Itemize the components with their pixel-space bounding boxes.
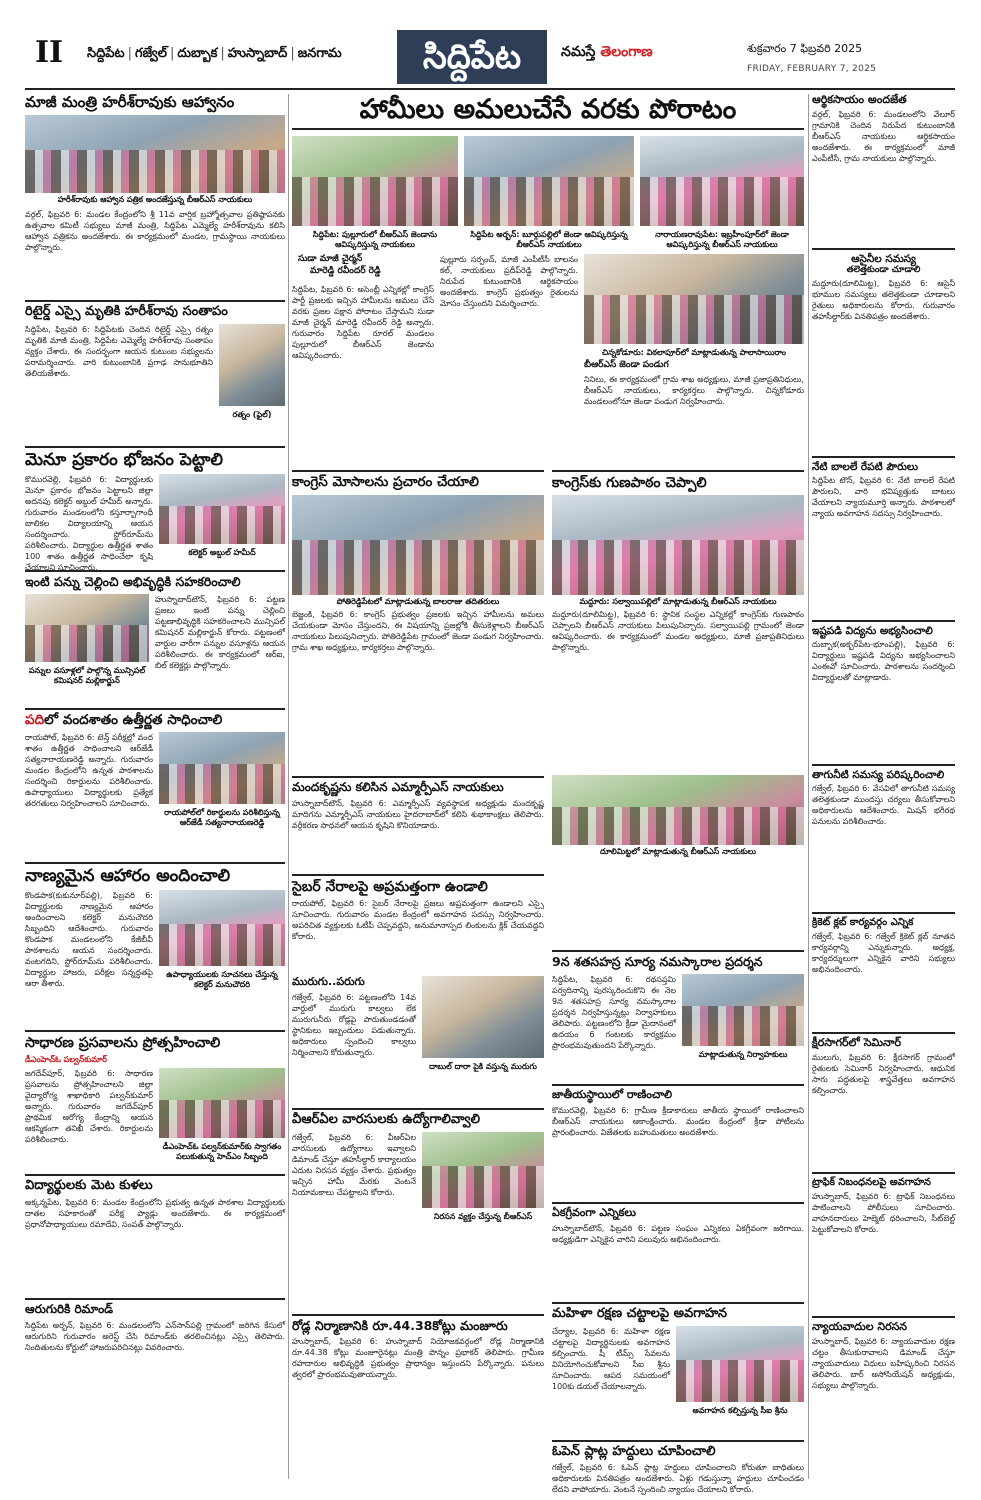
news-photo: [422, 1132, 544, 1208]
news-photo: [552, 775, 804, 845]
article-body: గజ్వేల్, ఫిబ్రవరి 6: పట్టణంలోని 14వ వార్డులో మురుగు కాల్వలు లేక మురుగునీరు రోడ్లపై పారుతుండడంతో స్థానికులు ఇబ్బందులు పడుతున్నారు. అధికారులు స్పందించి కాల్వలు నిర్మించాలని కోరుతున్నారు.: [292, 993, 416, 1057]
brief-study-interest: [812, 620, 955, 760]
story-road-funds: [292, 1314, 544, 1478]
headline: ఆర్థికసాయం అందజేత: [812, 93, 907, 106]
article-body: అక్కన్నపేట, ఫిబ్రవరి 6: మండల కేంద్రంలోని ప్రభుత్వ ఉన్నత పాఠశాల విద్యార్థులకు దాతల సహకారంతో పరీక్ష ప్యాడ్లు అందజేశారు. ఈ కార్యక్రమంలో ప్రధానోపాధ్యాయులు రమాదేవి, సంపత్ పాల్గొన్నారు.: [25, 1197, 285, 1229]
story-quality-food: [25, 862, 285, 1026]
photo-caption: నిరసన వ్యక్తం చేస్తున్న బీఆర్‌ఎస్: [433, 1212, 533, 1221]
story-open-plots: [552, 1440, 804, 1494]
story-national-level: [552, 1084, 804, 1198]
photo-caption: దూలిమిట్టలో మాట్లాడుతున్న బీఆర్‌ఎస్ నాయకులు: [599, 847, 757, 857]
district-name: గజ్వేల్: [134, 46, 167, 61]
headline: నాణ్యమైన ఆహారం అందించాలి: [25, 862, 285, 887]
district-name: జనగామ: [297, 46, 342, 61]
story-drainage: [292, 976, 544, 1104]
headline: ఓపెన్ ప్లాట్ల హద్దులు చూపించాలి: [552, 1440, 804, 1460]
photo-caption: పోతిరెడ్డిపేటలో మాట్లాడుతున్న బాలరాజు తదితరులు: [336, 596, 500, 606]
district-name: దుబ్బాక: [177, 46, 218, 61]
article-body: మద్దూరు(దూలిమిట్ట), ఫిబ్రవరి 6: స్థానిక సంస్థల ఎన్నికల్లో కాంగ్రెస్‌కు గుణపాఠం చెప్పాలని బీఆర్‌ఎస్ నాయకులు పిలుపునిచ్చారు. సల్వాయిపల్లి గ్రామంలో జెండా ఆవిష్కరించారు. ఈ కార్యక్రమంలో మండల అధ్యక్షులు, మాజీ ప్రజాప్రతినిధులు పాల్గొన్నారు.: [552, 610, 804, 653]
story-si-condolence: [25, 300, 285, 442]
article-body: సిద్దిపేట టౌన్, ఫిబ్రవరి 6: నేటి బాలలే రేపటి పౌరులని, వారి భవిష్యత్తుకు బాటలు వేయాలని న్యాయమూర్తి అన్నారు. పాఠశాలలో న్యాయ అవగాహన సదస్సు నిర్వహించారు.: [812, 476, 955, 519]
left-column: [25, 94, 285, 1479]
photo-caption: రత్నం (ఫైల్): [232, 410, 272, 419]
article-body: వర్గల్, ఫిబ్రవరి 6: మండల కేంద్రంలోని శ్రీ 11వ వార్షిక బ్రహ్మోత్సవాల ప్రతిష్ఠాపనకు ఉత్సవాల కమిటీ సభ్యులు మాజీ మంత్రి, సిద్దిపేట ఎమ్మెల్యే హరీశ్‌రావును కలిసి ఆహ్వాన పత్రికను అందజేశారు. ఈ కార్యక్రమంలో మండల, గ్రామస్థాయి నాయకులు పాల్గొన్నారు.: [25, 210, 285, 253]
article-body: బెజ్జంకి, ఫిబ్రవరి 6: కాంగ్రెస్ ప్రభుత్వం ప్రజలకు ఇచ్చిన హామీలను అమలు చేయకుండా మోసం చేస్తుందని, ఈ విషయాన్ని ప్రజల్లోకి తీసుకెళ్లాలని బీఆర్‌ఎస్ నాయకులు పిలుపునిచ్చారు. పోతిరెడ్డిపేట గ్రామంలో జెండా పండుగ నిర్వహించారు. గ్రామ శాఖ అధ్యక్షులు, కార్యకర్తలు పాల్గొన్నారు.: [292, 609, 544, 652]
article-body: సిద్దిపేట, ఫిబ్రవరి 6: అసెంబ్లీ ఎన్నికల్లో కాంగ్రెస్ పార్టీ ప్రజలకు ఇచ్చిన హామీలను అమలు చేసే వరకు ప్రజల పక్షాన పోరాటం చేస్తామని సుడా మాజీ చైర్మన్ మారెడ్డి రవీందర్ రెడ్డి అన్నారు. గురువారం సిద్దిపేట రూరల్ మండలం పుల్లూరులో బీఆర్‌ఎస్ జెండాను ఆవిష్కరించారు.: [292, 285, 434, 360]
byline: డీఎంహెచ్‌ఓ పల్వన్‌కుమార్: [25, 1055, 108, 1065]
photo-caption: డీఎంహెచ్‌ఓ పల్వన్‌కుమార్‌కు స్వాగతం పలుకుతున్న హెచ్‌ఎం సిబ్బంది: [162, 1142, 282, 1161]
article-body: హుస్నాబాద్‌టౌన్, ఫిబ్రవరి 6: పట్టణ ప్రజలు ఇంటి పన్ను చెల్లించి పట్టణాభివృద్ధికి సహకరించాలని మున్సిపల్ కమిషనర్ మల్లికార్జున్ కోరారు. పట్టణంలో వార్డుల వారీగా పన్నుల వసూళ్లను ఆయన పరిశీలించారు. ఈ కార్యక్రమంలో ఆర్‌ఐ, బిల్ కలెక్టర్లు పాల్గొన్నారు.: [155, 595, 285, 670]
headline: సాధారణ ప్రసవాలను ప్రోత్సహించాలి: [25, 1030, 285, 1051]
story-cyber-crime: [292, 874, 544, 972]
column-divider: [808, 94, 809, 1479]
news-photo: [682, 974, 804, 1046]
headline: తాగునీటి సమస్య పరిష్కరించాలి: [812, 764, 955, 781]
edition-title: సిద్దిపేట: [397, 30, 547, 84]
article-body: గజ్వేల్, ఫిబ్రవరి 6: గజ్వేల్ క్రికెట్ క్లబ్ నూతన కార్యవర్గాన్ని ఎన్నుకున్నారు. అధ్యక్ష, కార్యదర్శులుగా ఎన్నికైన వారిని సభ్యులు అభినందించారు.: [812, 931, 955, 974]
article-body: దుబ్బాక(అక్బర్‌పేట-భూంపల్లి), ఫిబ్రవరి 6: విద్యార్థులు ఇష్టపడి విద్యను అభ్యసించాలని ఎంఈవో సూచించారు. పాఠశాలను సందర్శించి విద్యార్థులతో మాట్లాడారు.: [812, 640, 955, 683]
story-congress-fraud: [292, 470, 544, 772]
date-english: FRIDAY, FEBRUARY 7, 2025: [747, 64, 877, 74]
photo-caption: రాయపోల్‌లో రికార్డులను పరిశీలిస్తున్న ఆర్‌జేడీ సత్యనారాయణరెడ్డి: [164, 808, 280, 827]
photo-caption: కలెక్టర్ అబ్దుల్ హమీద్: [188, 548, 256, 557]
headline: జాతీయస్థాయిలో రాణించాలి: [552, 1084, 804, 1102]
brief-cricket-club: [812, 912, 955, 1028]
news-photo: [25, 115, 285, 193]
headline: మహిళా రక్షణ చట్టాలపై అవగాహన: [552, 1302, 804, 1322]
news-photo: [159, 474, 285, 544]
brand-part: నమస్తే: [561, 44, 596, 60]
article-body: ములుగు, ఫిబ్రవరి 6: క్షీరసాగర్ గ్రామంలో రైతులకు సెమినార్ నిర్వహించారు. ఆధునిక సాగు పద్ధతులపై శాస్త్రవేత్తలు అవగాహన కల్పించారు.: [812, 1052, 955, 1095]
news-photo: [292, 136, 458, 226]
story-normal-delivery: [25, 1030, 285, 1170]
news-photo: [676, 1326, 804, 1402]
headline: ఏకగ్రీవంగా ఎన్నికలు: [552, 1202, 804, 1220]
article-body: మద్దూరు(దూలిమిట్ట), ఫిబ్రవరి 6: ఆసైనీ భూముల సమస్యలు తలెత్తకుండా చూడాలని రైతులు అధికారులను కోరారు. గురువారం తహసీల్దార్‌కు వినతిపత్రం అందజేశారు.: [812, 279, 955, 322]
news-photo: [464, 136, 634, 226]
headline: క్షీరసాగర్‌లో సెమినార్: [812, 1032, 955, 1050]
district-name: హుస్నాబాద్: [227, 46, 288, 61]
headline: మాజీ మంత్రి హరీశ్‌రావుకు ఆహ్వానం: [25, 93, 235, 111]
story-harish-invite: [25, 94, 285, 294]
headline: మందకృష్ణను కలిసిన ఎమ్మార్పీఎస్ నాయకులు: [292, 776, 544, 795]
brand-part: తెలంగాణ: [600, 44, 653, 60]
story-vra-jobs: [292, 1108, 544, 1310]
article-body: హుస్నాబాద్, ఫిబ్రవరి 6: హుస్నాబాద్ నియోజకవర్గంలో రోడ్ల నిర్మాణానికి రూ.44.38 కోట్లు మంజూరైనట్లు మంత్రి పొన్నం ప్రభాకర్ తెలిపారు. గ్రామీణ రహదారుల అభివృద్ధికి ప్రభుత్వం ప్రాధాన్యం ఇస్తుందని పేర్కొన్నారు. పనులు త్వరలో ప్రారంభమవుతాయన్నారు.: [292, 1337, 544, 1380]
page-number: II: [35, 35, 64, 70]
news-photo: [422, 976, 544, 1058]
story-surya-namaskar: [552, 950, 804, 1080]
lead-headline: హామీలు అమలుచేసే వరకు పోరాటం: [292, 94, 804, 130]
headline: [25, 708, 285, 729]
brief-seminar: [812, 1032, 955, 1168]
story-tenth-pass: [25, 708, 285, 858]
article-body: సిద్దిపేట, ఫిబ్రవరి 6: రథసప్తమి పర్వదినాన్ని పురస్కరించుకొని ఈ నెల 9న శతసహస్ర సూర్య నమస్కారాల ప్రదర్శన నిర్వహిస్తున్నట్లు నిర్వాహకులు తెలిపారు. పట్టణంలోని క్రీడా మైదానంలో ఉదయం 6 గంటలకు కార్యక్రమం ప్రారంభమవుతుందని పేర్కొన్నారు.: [552, 975, 676, 1050]
masthead: [25, 30, 955, 86]
news-photo: [584, 254, 804, 344]
masthead-rule: [25, 88, 955, 90]
brief-lawyers-protest: [812, 1316, 955, 1478]
sub-headline: బీఆర్‌ఎస్ జెండా పండుగ: [584, 360, 669, 370]
story-remand: [25, 1298, 285, 1478]
sub-headline: తలెత్తకుండా చూడాలి: [846, 265, 921, 276]
article-body: హుస్నాబాద్‌టౌన్, ఫిబ్రవరి 6: పట్టణ సంఘం ఎన్నికలు ఏకగ్రీవంగా జరిగాయి. అధ్యక్షుడిగా ఎన్నికైన వారిని పలువురు అభినందించారు.: [552, 1223, 804, 1244]
news-photo: [292, 495, 544, 595]
photo-caption: హరీశ్‌రావుకు ఆహ్వాన పత్రిక అందజేస్తున్న బీఆర్‌ఎస్ నాయకులు: [57, 195, 253, 205]
headline: కాంగ్రెస్‌కు గుణపాఠం చెప్పాలి: [552, 470, 804, 491]
story-unanimous-election: [552, 1202, 804, 1298]
column-divider: [288, 94, 289, 1479]
article-body: కొండపాక(కుకునూర్‌పల్లి), ఫిబ్రవరి 6: విద్యార్థులకు నాణ్యమైన ఆహారం అందించాలని కలెక్టర్ మనుచౌదరి సిబ్బందిని ఆదేశించారు. గురువారం కొండపాక మండలంలోని కేజీబీవీ పాఠశాలను ఆయన సందర్శించారు. వంటగదిని, స్టోర్‌రూమ్‌ను పరిశీలించారు. విద్యార్థుల హాజరు, పరీక్షల సన్నద్ధతపై ఆరా తీశారు.: [25, 891, 153, 988]
news-photo: [640, 136, 804, 226]
district-list: సిద్దిపేట | గజ్వేల్ | దుబ్బాక | హుస్నాబాద్ | జనగామ: [87, 46, 342, 61]
news-photo: [159, 890, 285, 966]
headline: ఆసైనీల సమస్య: [812, 248, 955, 265]
photo-caption: దాబుల్ దారా పైకి వస్తున్న మురుగు: [429, 1062, 537, 1071]
photo-caption: మాట్లాడుతున్న నిర్వాహకులు: [698, 1050, 788, 1059]
story-menu-food: [25, 446, 285, 572]
news-photo: [552, 495, 804, 595]
byline-name: మారెడ్డి రవీందర్ రెడ్డి: [310, 266, 381, 276]
headline: ట్రాఫిక్ నిబంధనలపై అవగాహన: [812, 1172, 955, 1189]
article-body: జగదేవ్‌పూర్, ఫిబ్రవరి 6: సాధారణ ప్రసవాలను ప్రోత్సహించాలని జిల్లా వైద్యారోగ్య శాఖాధికారి పల్వన్‌కుమార్ అన్నారు. గురువారం జగదేవ్‌పూర్ ప్రాథమిక ఆరోగ్య కేంద్రాన్ని ఆయన ఆకస్మికంగా తనిఖీ చేశారు. రికార్డులను పరిశీలించారు.: [25, 1069, 153, 1144]
headline-highlight: పది: [25, 712, 45, 728]
headline: వీఆర్‌ఏల వారసులకు ఉద్యోగాలివ్వాలి: [292, 1108, 544, 1128]
photo-caption: నారాయణరావుపేట: ఇబ్రహీంపూర్‌లో జెండా ఆవిష్కరిస్తున్న బీఆర్‌ఎస్ నాయకులు: [655, 230, 789, 249]
story-congress-lesson: [552, 470, 804, 946]
brief-drinking-water: [812, 764, 955, 908]
headline: విద్యార్థులకు మెట కుళలు: [25, 1174, 285, 1194]
article-body: రాయపోల్, ఫిబ్రవరి 6: టెన్త్ పరీక్షల్లో వంద శాతం ఉత్తీర్ణత సాధించాలని ఆర్‌జేడీ సత్యనారాయణరెడ్డి అన్నారు. గురువారం మండల కేంద్రంలోని ఉన్నత పాఠశాలను సందర్శించి రికార్డులను పరిశీలించారు. ఉపాధ్యాయులు విద్యార్థులకు ప్రత్యేక తరగతులు నిర్వహించాలని సూచించారు.: [25, 733, 153, 808]
story-mandakrishna: [292, 776, 544, 870]
headline: కాంగ్రెస్ మోసాలను ప్రచారం చేయాలి: [292, 470, 544, 491]
headline: 9న శతసహస్ర సూర్య నమస్కారాల ప్రదర్శన: [552, 950, 804, 969]
article-body: నినిలు, ఈ కార్యక్రమంలో గ్రామ శాఖ అధ్యక్షులు, మాజీ ప్రజాప్రతినిధులు, బీఆర్‌ఎస్ నాయకులు, కార్యకర్తలు పాల్గొన్నారు. చిన్నకోడూరు మండలంలోనూ జెండా పండుగ నిర్వహించారు.: [584, 375, 804, 406]
article-body: చేర్యాల, ఫిబ్రవరి 6: మహిళా రక్షణ చట్టాలపై విద్యార్థినులకు అవగాహన కల్పించారు. షీ టీమ్స్ సేవలను వినియోగించుకోవాలని సీఐ శ్రీను సూచించారు. ఆపద సమయంలో 100కు డయల్ చేయాలన్నారు.: [552, 1327, 670, 1391]
article-body: కొమురవెల్లి, ఫిబ్రవరి 6: విద్యార్థులకు మెనూ ప్రకారం భోజనం పెట్టాలని జిల్లా అదనపు కలెక్టర్ అబ్దుల్ హమీద్ అన్నారు. గురువారం మండలంలోని కస్తూర్బాగాంధీ బాలికల విద్యాలయాన్ని ఆయన సందర్శించారు. స్టోర్‌రూమ్‌ను పరిశీలించారు. విద్యార్థుల ఉత్తీర్ణత శాతం 100 శాతం ఉత్తీర్ణత సాధించేలా కృషి చేయాలని సూచించారు.: [25, 475, 153, 572]
news-photo: [25, 594, 149, 662]
news-photo: [159, 1068, 285, 1138]
news-photo: [159, 732, 285, 804]
headline: రోడ్ల నిర్మాణానికి రూ.44.38కోట్లు మంజూరు: [292, 1314, 544, 1333]
article-body: సిద్దిపేట, ఫిబ్రవరి 6: సిద్దిపేటకు చెందిన రిటైర్డ్ ఎస్సై రత్నం మృతికి మాజీ మంత్రి, సిద్దిపేట ఎమ్మెల్యే హరీశ్‌రావు సంతాపం వ్యక్తం చేశారు. ఈ సందర్భంగా ఆయన కుటుంబ సభ్యులను పరామర్శించారు. వారి కుటుంబానికి ప్రగాఢ సానుభూతిని తెలియజేశారు.: [25, 325, 213, 378]
photo-caption: చిన్నకోడూరు: విఠలాపూర్‌లో మాట్లాడుతున్న పాలాసాయిరాం: [602, 348, 786, 357]
headline: ఆరుగురికి రిమాండ్: [25, 1298, 285, 1317]
headline: మెనూ ప్రకారం భోజనం పెట్టాలి: [25, 446, 285, 471]
photo-caption: సిద్దిపేట: పుల్లూరులో బీఆర్‌ఎస్ జెండాను ఆవిష్కరిస్తున్న నాయకులు: [312, 230, 438, 249]
story-student-pads: [25, 1174, 285, 1294]
article-body: సిద్దిపేట అర్బన్, ఫిబ్రవరి 6: మండలంలోని ఎన్‌సాన్‌పల్లి గ్రామంలో జరిగిన కేసులో ఆరుగురిని గురువారం అరెస్ట్ చేసి రిమాండ్‌కు తరలించినట్లు ఎస్సై తెలిపారు. నిందితులను కోర్టులో హాజరుపరిచినట్లు వివరించారు.: [25, 1320, 285, 1352]
photo-caption: పన్నుల వసూళ్లలో పాల్గొన్న మున్సిపల్ కమిషనర్ మల్లికార్జున్: [28, 666, 146, 685]
middle-column: [292, 94, 804, 1494]
brief-children-citizens: [812, 456, 955, 616]
headline: న్యాయవాదుల నిరసన: [812, 1316, 955, 1334]
photo-caption: అవగాహన కల్పిస్తున్న సీఐ శ్రీను: [692, 1406, 788, 1415]
portrait-photo: [219, 324, 285, 406]
headline: సైబర్ నేరాలపై అప్రమత్తంగా ఉండాలి: [292, 874, 544, 895]
brief-financial-aid: [812, 94, 955, 244]
lead-story: [292, 94, 804, 466]
photo-caption: మద్దూరు: సల్వాయిపల్లిలో మాట్లాడుతున్న బీఆర్‌ఎస్ నాయకులు: [579, 597, 777, 607]
headline: ఇంటి పన్ను చెల్లించి అభివృద్ధికి సహకరించాలి: [25, 570, 285, 589]
district-name: సిద్దిపేట: [87, 46, 125, 61]
article-body: కొమురవెల్లి, ఫిబ్రవరి 6: గ్రామీణ క్రీడాకారులు జాతీయ స్థాయిలో రాణించాలని బీఆర్‌ఎస్ నాయకులు ఆకాంక్షించారు. మండల కేంద్రంలో క్రీడా పోటీలను ప్రారంభించారు. విజేతలకు బహుమతులు అందజేశారు.: [552, 1105, 804, 1137]
headline: ఇష్టపడి విద్యను అభ్యసించాలి: [812, 620, 955, 637]
byline-label: సుడా మాజీ చైర్మన్: [298, 254, 363, 264]
article-body: పుల్లూరు సర్పంచ్, మాజీ ఎంపీటీసీ బాలనం కల్, నాయకులు ప్రదీప్‌రెడ్డి పాల్గొన్నారు. నిరుపేద కుటుంబానికి ఆర్థికసాయం అందజేశారు. కాంగ్రెస్ ప్రభుత్వం రైతులను మోసం చేస్తుందని విమర్శించారు.: [440, 255, 578, 308]
article-body: వర్గల్, ఫిబ్రవరి 6: మండలంలోని వేలూర్ గ్రామానికి చెందిన నిరుపేద కుటుంబానికి బీఆర్‌ఎస్ నాయకులు ఆర్థికసాయం అందజేశారు. ఈ కార్యక్రమంలో మాజీ ఎంపీటీసీ, గ్రామ నాయకులు పాల్గొన్నారు.: [812, 109, 955, 163]
article-body: హుస్నాబాద్, ఫిబ్రవరి 6: ట్రాఫిక్ నిబంధనలు పాటించాలని పోలీసులు సూచించారు. వాహనదారులు హెల్మెట్ ధరించాలని, సీట్‌బెల్ట్ పెట్టుకోవాలని కోరారు.: [812, 1191, 955, 1234]
brief-traffic-awareness: [812, 1172, 955, 1312]
article-body: హుస్నాబాద్, ఫిబ్రవరి 6: న్యాయవాదుల రక్షణ చట్టం తీసుకురావాలని డిమాండ్ చేస్తూ న్యాయవాదులు విధులు బహిష్కరించి నిరసన తెలిపారు. బార్ అసోసియేషన్ అధ్యక్షుడు, సభ్యులు పాల్గొన్నారు.: [812, 1336, 955, 1390]
article-body: గజ్వేల్, ఫిబ్రవరి 6: వేసవిలో తాగునీటి సమస్య తలెత్తకుండా ముందస్తు చర్యలు తీసుకోవాలని అధికారులను ఆదేశించారు. మిషన్ భగీరథ పనులను పరిశీలించారు.: [812, 784, 955, 827]
article-body: గజ్వేల్, ఫిబ్రవరి 6: వీఆర్‌ఏల వారసులకు ఉద్యోగాలు ఇవ్వాలని డిమాండ్ చేస్తూ తహసీల్దార్ కార్యాలయం ఎదుట నిరసన వ్యక్తం చేశారు. ప్రభుత్వం ఇచ్చిన హామీ మేరకు వెంటనే నియామకాలు చేపట్టాలని కోరారు.: [292, 1133, 416, 1197]
article-body: రాయపోల్, ఫిబ్రవరి 6: సైబర్ నేరాలపై ప్రజలు అప్రమత్తంగా ఉండాలని ఎస్సై సూచించారు. గురువారం మండల కేంద్రంలో అవగాహన సదస్సు నిర్వహించారు. అపరిచిత వ్యక్తులకు ఓటీపీ చెప్పవద్దని, అనుమానాస్పద లింకులను క్లిక్ చేయవద్దని కోరారు.: [292, 899, 544, 942]
story-women-safety: [552, 1302, 804, 1436]
photo-caption: సిద్దిపేట అర్బన్: బూర్గుపల్లిలో జెండా ఆవిష్కరిస్తున్న బీఆర్‌ఎస్ నాయకులు: [470, 230, 628, 249]
story-house-tax: [25, 570, 285, 704]
newspaper-brand: [561, 44, 653, 63]
photo-caption: ఉపాధ్యాయులకు సూచనలు చేస్తున్న కలెక్టర్ మనుచౌదరి: [166, 970, 278, 989]
headline: నేటి బాలలే రేపటి పౌరులు: [812, 456, 955, 473]
right-column: [812, 94, 955, 1479]
headline: క్రికెట్ క్లబ్ కార్యవర్గం ఎన్నిక: [812, 912, 955, 929]
article-body: హుస్నాబాద్‌టౌన్, ఫిబ్రవరి 6: ఎమ్మార్పీఎస్ వ్యవస్థాపక అధ్యక్షుడు మందకృష్ణ మాదిగను ఎమ్మార్పీఎస్ నాయకులు హైదరాబాద్‌లో కలిసి శుభాకాంక్షలు తెలిపారు. వర్గీకరణ సాధనలో ఆయన కృషిని కొనియాడారు.: [292, 798, 544, 830]
article-body: గజ్వేల్, ఫిబ్రవరి 6: ఓపెన్ ప్లాట్ల హద్దులు చూపించాలని కోరుతూ బాధితులు అధికారులకు వినతిపత్రం అందజేశారు. ఏళ్లు గడుస్తున్నా హద్దులు చూపించడం లేదని వాపోయారు. వెంటనే స్పందించి న్యాయం చేయాలని కోరారు.: [552, 1462, 804, 1494]
headline: రిటైర్డ్ ఎస్సై మృతికి హరీశ్‌రావు సంతాపం: [25, 300, 285, 320]
date-telugu: శుక్రవారం 7 ఫిబ్రవరి 2025: [747, 42, 863, 55]
headline: మురుగు..పరుగు: [292, 975, 365, 988]
brief-assignee-issue: [812, 248, 955, 452]
headline-rest: లో వందశాతం ఉత్తీర్ణత సాధించాలి: [44, 712, 223, 728]
